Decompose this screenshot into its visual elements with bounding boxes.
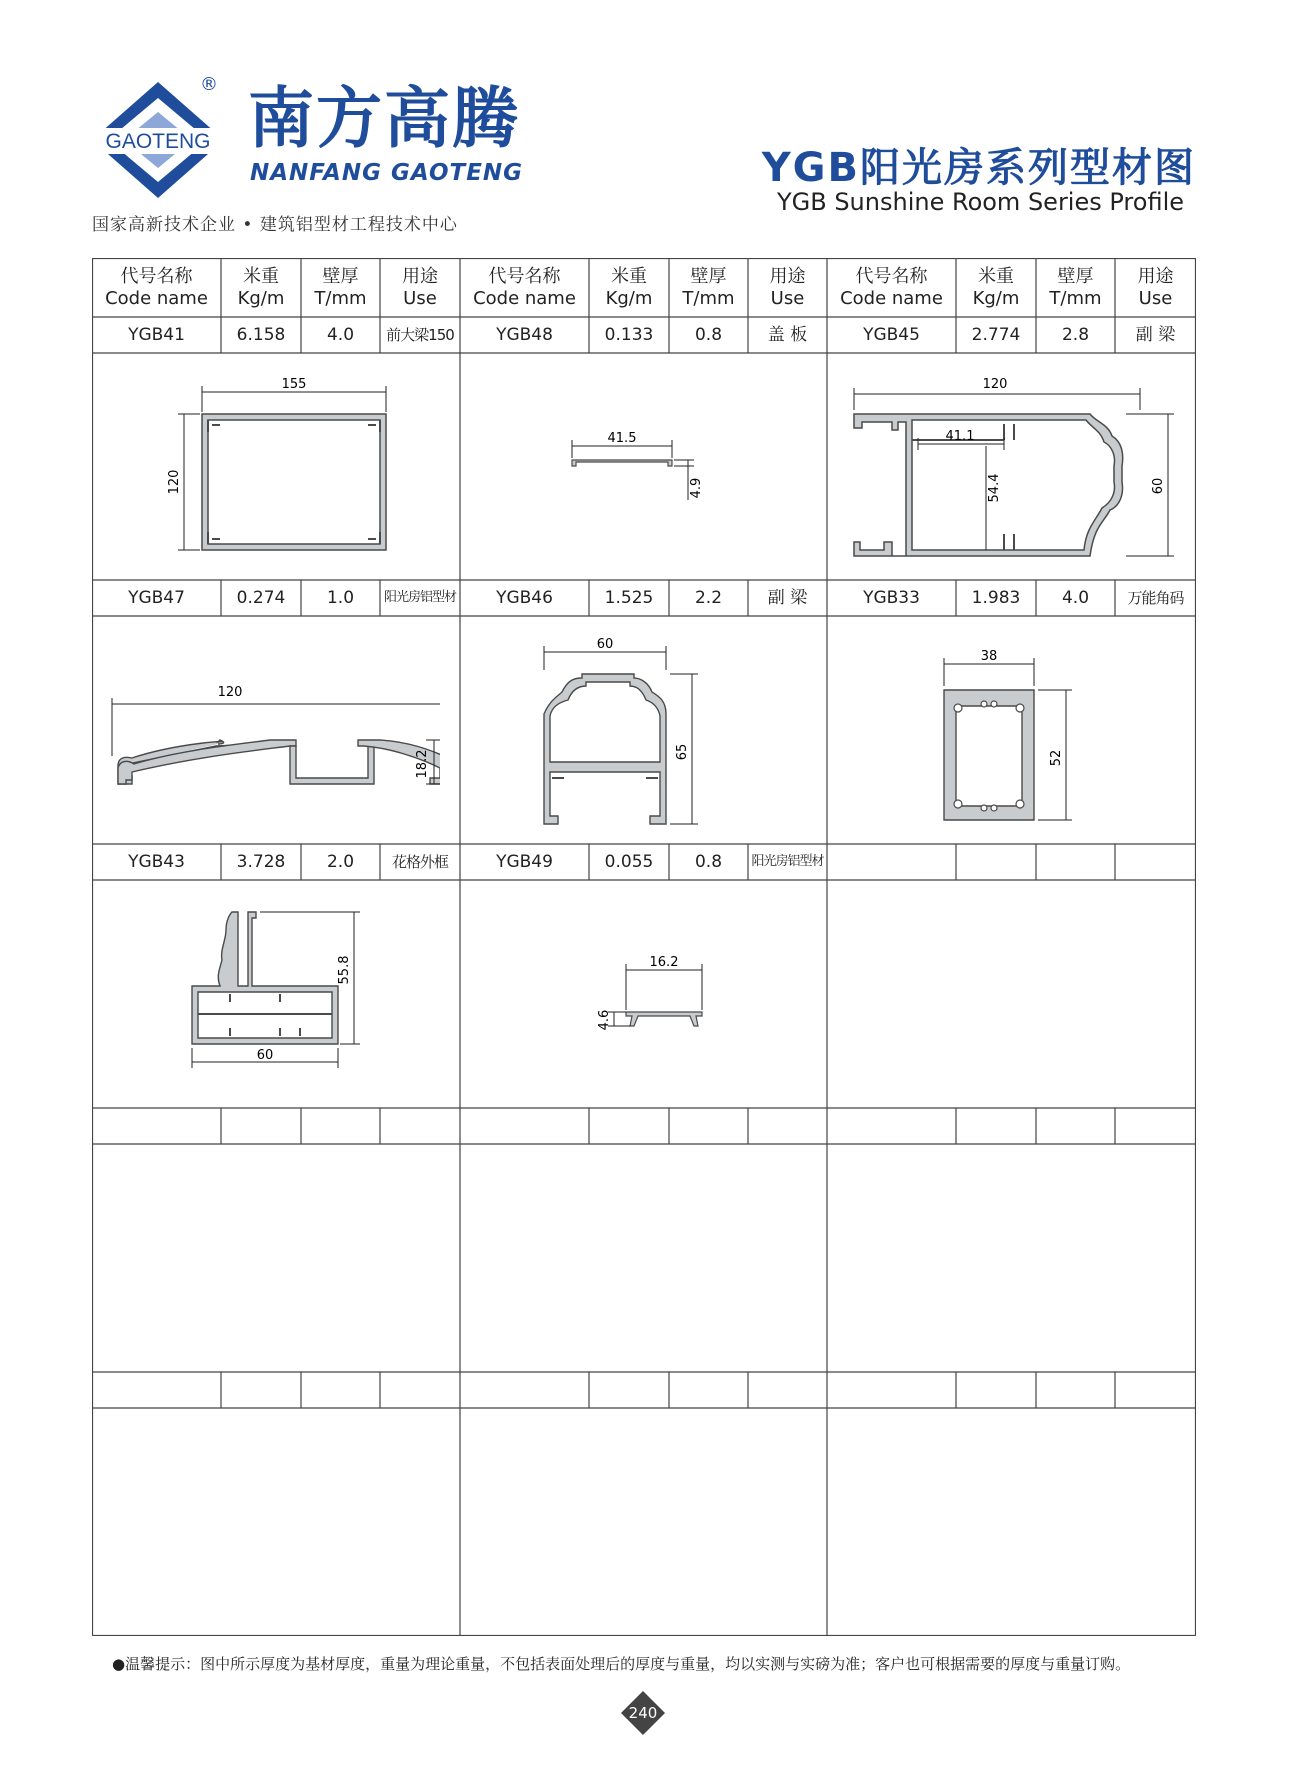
- use-cell: 盖 板: [767, 324, 808, 345]
- header-thickness: 壁厚 T/mm: [1049, 265, 1102, 309]
- profile-drawing-ygb41: [140, 370, 420, 570]
- profile-drawing-ygb48: [560, 420, 740, 510]
- page-title-cn: YGB阳光房系列型材图: [761, 145, 1196, 191]
- thickness-cell: 4.0: [1061, 587, 1090, 608]
- code-cell: YGB48: [496, 324, 553, 345]
- weight-cell: 2.774: [971, 324, 1021, 345]
- dim-label: 120: [167, 469, 182, 495]
- dim-label: 120: [217, 685, 243, 700]
- use-cell: 万能角码: [1127, 589, 1184, 607]
- use-cell: 副 梁: [1135, 324, 1176, 345]
- dim-label: 4.9: [689, 477, 704, 499]
- weight-cell: 1.983: [971, 587, 1021, 608]
- code-cell: YGB45: [863, 324, 920, 345]
- dim-label: 38: [980, 649, 998, 664]
- profile-drawing-ygb43: [180, 900, 380, 1080]
- thickness-cell: 1.0: [326, 587, 355, 608]
- code-cell: YGB43: [128, 851, 185, 872]
- dim-label: 65: [675, 743, 690, 761]
- dim-label: 55.8: [337, 955, 352, 985]
- dim-label: 52: [1049, 749, 1064, 767]
- company-logo: [88, 80, 228, 200]
- thickness-cell: 2.0: [326, 851, 355, 872]
- page-number-badge: [620, 1690, 666, 1736]
- header-code: 代号名称 Code name: [105, 265, 208, 309]
- dim-label: 4.6: [597, 1009, 612, 1031]
- page-number: 240: [628, 1704, 658, 1722]
- weight-cell: 0.133: [604, 324, 654, 345]
- use-cell: 前大梁150: [386, 326, 454, 344]
- profile-drawing-ygb49: [570, 940, 730, 1040]
- dim-label: 155: [281, 377, 307, 392]
- header-weight: 米重 Kg/m: [237, 265, 285, 309]
- weight-cell: 1.525: [604, 587, 654, 608]
- dim-label: 41.1: [945, 429, 975, 444]
- thickness-cell: 0.8: [694, 324, 723, 345]
- dim-label: 60: [1151, 477, 1166, 495]
- dim-label: 120: [982, 377, 1008, 392]
- dim-label: 18.2: [415, 749, 430, 779]
- dim-label: 41.5: [607, 431, 637, 446]
- profile-drawing-ygb33: [920, 630, 1090, 840]
- thickness-cell: 4.0: [326, 324, 355, 345]
- header-weight: 米重 Kg/m: [972, 265, 1020, 309]
- use-cell: 阳光房铝型材: [751, 854, 824, 870]
- company-tagline: 国家高新技术企业 • 建筑铝型材工程技术中心: [92, 215, 458, 235]
- weight-cell: 0.055: [604, 851, 654, 872]
- header-thickness: 壁厚 T/mm: [314, 265, 367, 309]
- code-cell: YGB41: [128, 324, 185, 345]
- header-weight: 米重 Kg/m: [605, 265, 653, 309]
- brand-name-en: NANFANG GAOTENG: [250, 160, 524, 186]
- footer-note: ●温馨提示：图中所示厚度为基材厚度，重量为理论重量，不包括表面处理后的厚度与重量，均以实测与实磅为准；客户也可根据需要的厚度与重量订购。: [112, 1655, 1131, 1673]
- thickness-cell: 0.8: [694, 851, 723, 872]
- code-cell: YGB47: [128, 587, 185, 608]
- thickness-cell: 2.8: [1061, 324, 1090, 345]
- logo-text: GAOTENG: [105, 130, 211, 153]
- weight-cell: 0.274: [236, 587, 286, 608]
- dim-label: 16.2: [649, 955, 679, 970]
- header-code: 代号名称 Code name: [840, 265, 943, 309]
- header-use: 用途 Use: [1137, 265, 1174, 309]
- use-cell: 阳光房铝型材: [383, 590, 456, 606]
- use-cell: 花格外框: [391, 853, 448, 871]
- dim-label: 60: [256, 1048, 274, 1063]
- brand-name-cn: 南方高腾: [248, 80, 520, 157]
- page-title-en: YGB Sunshine Room Series Profile: [776, 188, 1184, 216]
- registered-mark: ®: [200, 74, 218, 95]
- profile-drawing-ygb47: [100, 660, 440, 810]
- weight-cell: 3.728: [236, 851, 286, 872]
- dim-label: 60: [596, 637, 614, 652]
- header-thickness: 壁厚 T/mm: [682, 265, 735, 309]
- code-cell: YGB46: [496, 587, 553, 608]
- profile-drawing-ygb45: [840, 370, 1185, 570]
- profile-drawing-ygb46: [530, 630, 760, 840]
- thickness-cell: 2.2: [694, 587, 723, 608]
- weight-cell: 6.158: [236, 324, 286, 345]
- code-cell: YGB33: [863, 587, 920, 608]
- code-cell: YGB49: [496, 851, 553, 872]
- dim-label: 54.4: [987, 473, 1002, 503]
- header-use: 用途 Use: [402, 265, 438, 309]
- header-code: 代号名称 Code name: [473, 265, 576, 309]
- header-use: 用途 Use: [769, 265, 806, 309]
- use-cell: 副 梁: [767, 587, 808, 608]
